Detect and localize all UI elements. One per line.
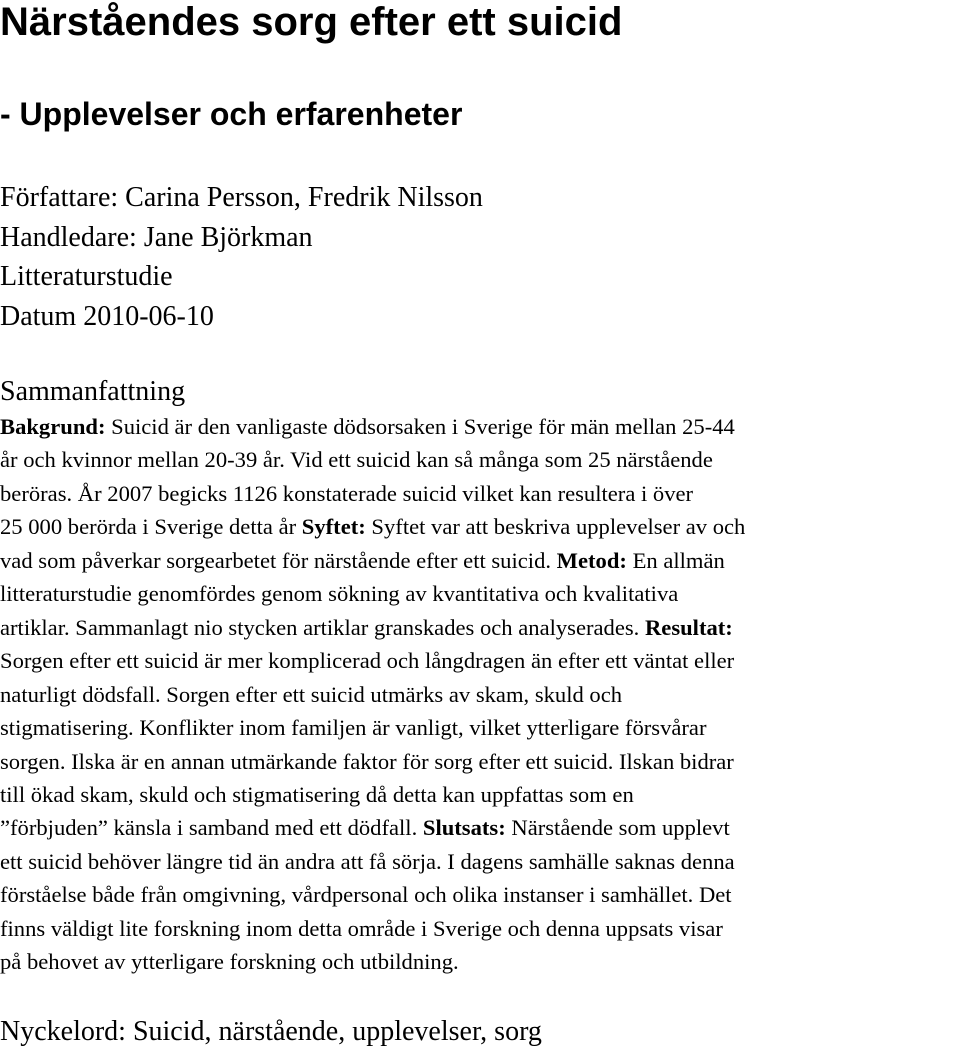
abstract-text: 25 000 berörda i Sverige detta år bbox=[0, 514, 302, 540]
abstract-line bbox=[0, 410, 960, 443]
supervisor-line: Handledare: Jane Björkman bbox=[0, 221, 313, 253]
abstract-line bbox=[0, 510, 960, 543]
abstract-line: finns väldigt lite forskning inom detta område i Sverige och denna uppsats visar bbox=[0, 915, 723, 941]
abstract-line bbox=[0, 811, 960, 844]
abstract-text: artiklar. Sammanlagt nio stycken artiklar granskades och analyserades. bbox=[0, 614, 645, 640]
label-slutsats: Slutsats: bbox=[422, 815, 506, 841]
abstract-line: sorgen. Ilska är en annan utmärkande faktor för sorg efter ett suicid. Ilskan bidrar bbox=[0, 748, 734, 774]
abstract-body bbox=[0, 410, 960, 979]
abstract-line: ett suicid behöver längre tid än andra att få sörja. I dagens samhälle saknas denna bbox=[0, 848, 735, 874]
abstract-line: förståelse både från omgivning, vårdpersonal och olika instanser i samhället. Det bbox=[0, 882, 732, 908]
keywords-line: Nyckelord: Suicid, närstående, upplevelser, sorg bbox=[0, 1016, 542, 1047]
abstract-text: En allmän bbox=[626, 547, 725, 573]
label-metod: Metod: bbox=[556, 547, 627, 573]
abstract-line: Sorgen efter ett suicid är mer komplicerad och långdragen än efter ett väntat eller bbox=[0, 648, 735, 674]
document-meta bbox=[0, 178, 483, 336]
abstract-text: Syftet var att beskriva upplevelser av och bbox=[365, 514, 746, 540]
abstract-line: beröras. År 2007 begicks 1126 konstaterade suicid vilket kan resultera i över bbox=[0, 480, 694, 506]
document-title: Närståendes sorg efter ett suicid bbox=[0, 0, 623, 44]
abstract-line: år och kvinnor mellan 20-39 år. Vid ett suicid kan så många som 25 närstående bbox=[0, 447, 713, 473]
abstract-line bbox=[0, 611, 960, 644]
abstract-line: naturligt dödsfall. Sorgen efter ett suicid utmärks av skam, skuld och bbox=[0, 681, 623, 707]
abstract-line: stigmatisering. Konflikter inom familjen är vanligt, vilket ytterligare försvårar bbox=[0, 715, 707, 741]
abstract-line bbox=[0, 544, 960, 577]
abstract-text: vad som påverkar sorgearbetet för närstående efter ett suicid. bbox=[0, 547, 557, 573]
date-line: Datum 2010-06-10 bbox=[0, 300, 214, 332]
authors-line: Författare: Carina Persson, Fredrik Nilsson bbox=[0, 182, 483, 213]
summary-heading: Sammanfattning bbox=[0, 376, 186, 407]
abstract-text: ”förbjuden” känsla i samband med ett dödfall. bbox=[0, 815, 423, 841]
document-subtitle: - Upplevelser och erfarenheter bbox=[0, 96, 463, 132]
label-syftet: Syftet: bbox=[301, 514, 366, 540]
label-resultat: Resultat: bbox=[644, 614, 733, 640]
study-type-line: Litteraturstudie bbox=[0, 261, 173, 292]
label-bakgrund: Bakgrund: bbox=[0, 414, 106, 439]
abstract-line: litteraturstudie genomfördes genom sökning av kvantitativa och kvalitativa bbox=[0, 581, 679, 607]
abstract-line: på behovet av ytterligare forskning och utbildning. bbox=[0, 949, 459, 975]
abstract-text: Suicid är den vanligaste dödsorsaken i Sverige för män mellan 25-44 bbox=[105, 414, 735, 439]
abstract-line: till ökad skam, skuld och stigmatisering då detta kan uppfattas som en bbox=[0, 781, 634, 807]
abstract-text: Närstående som upplevt bbox=[505, 815, 730, 841]
